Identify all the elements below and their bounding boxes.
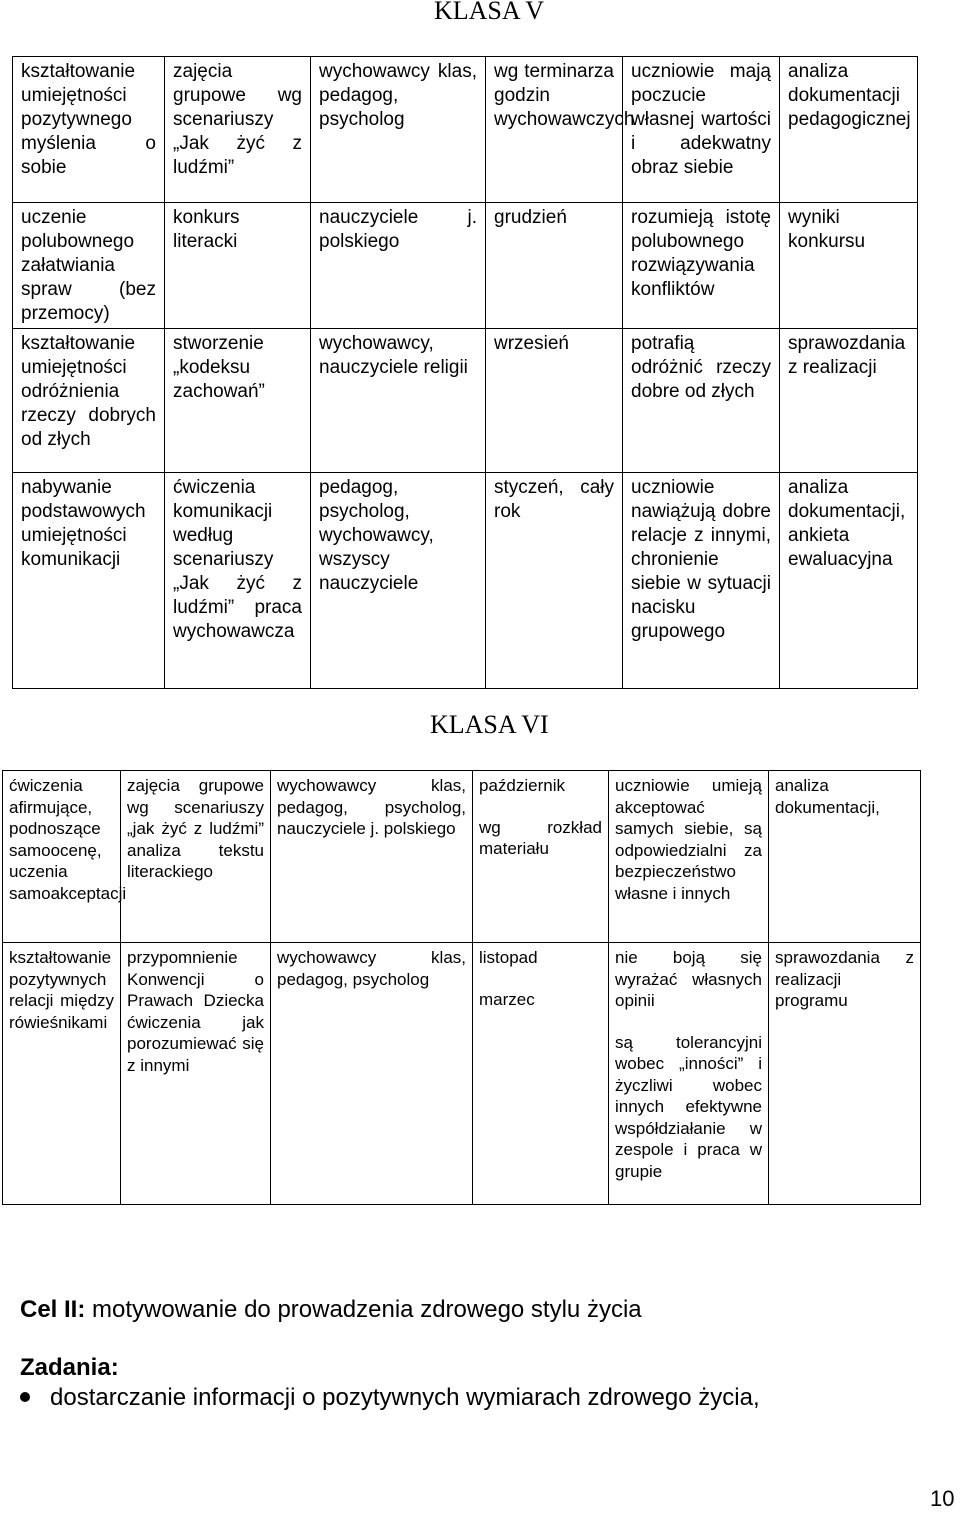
table-cell — [473, 771, 609, 943]
table-cell: wychowawcy klas, pedagog, psycholog, nauczyciele j. polskiego — [271, 771, 473, 943]
table-cell: zajęcia grupowe wg scenariuszy „jak żyć z ludźmi” analiza tekstu literackiego — [121, 771, 271, 943]
table-cell: wychowawcy klas, pedagog, psycholog — [271, 943, 473, 1205]
table-cell: zajęcia grupowe wg scenariuszy „Jak żyć z ludźmi” — [165, 57, 311, 203]
cell-paragraph: październik — [479, 776, 565, 795]
table-cell: nauczyciele j. polskiego — [311, 203, 486, 329]
table-cell: ćwiczenia afirmujące, podnoszące samoocenę, uczenia samoakceptacji — [3, 771, 121, 943]
table-cell: sprawozdania z realizacji programu — [769, 943, 921, 1205]
cell-paragraph: listopad — [479, 948, 538, 967]
goal-label: Cel II: — [20, 1296, 86, 1323]
table-row — [13, 329, 918, 473]
tasks-label: Zadania: — [20, 1354, 119, 1381]
klasa-vi-table — [2, 770, 921, 1205]
table-cell: nabywanie podstawowych umiejętności komunikacji — [13, 473, 165, 689]
cell-paragraph: marzec — [479, 989, 535, 1009]
table-cell: wyniki konkursu — [780, 203, 918, 329]
goal-line — [20, 1296, 642, 1324]
table-cell: wychowawcy klas, pedagog, psycholog — [311, 57, 486, 203]
klasa-vi-heading: KLASA VI — [430, 710, 549, 739]
table-row — [13, 473, 918, 689]
table-cell: uczniowie umieją akceptować samych siebie, są odpowiedzialni za bezpieczeństwo własne i innych — [609, 771, 769, 943]
table-row — [13, 203, 918, 329]
table-cell: konkurs literacki — [165, 203, 311, 329]
table-cell: analiza dokumentacji pedagogicznej — [780, 57, 918, 203]
table-cell: uczniowie nawiążują dobre relacje z innymi, chronienie siebie w sytuacji nacisku grupowego — [623, 473, 780, 689]
task-text: dostarczanie informacji o pozytywnych wymiarach zdrowego życia, — [50, 1384, 760, 1411]
page-number: 10 — [930, 1486, 955, 1511]
list-item — [20, 1384, 760, 1412]
goal-text: motywowanie do prowadzenia zdrowego stylu życia — [85, 1296, 642, 1323]
table-cell: ćwiczenia komunikacji według scenariuszy „Jak żyć z ludźmi” praca wychowawcza — [165, 473, 311, 689]
table-cell: wrzesień — [486, 329, 623, 473]
table-cell: wg terminarza godzin wychowawczych — [486, 57, 623, 203]
table-row — [3, 771, 921, 943]
table-cell: rozumieją istotę polubownego rozwiązywania konfliktów — [623, 203, 780, 329]
table-cell — [609, 943, 769, 1205]
table-cell: kształtowanie pozytywnych relacji między rówieśnikami — [3, 943, 121, 1205]
table-cell: analiza dokumentacji, — [769, 771, 921, 943]
bullet-icon — [20, 1392, 30, 1402]
table-cell: kształtowanie umiejętności odróżnienia rzeczy dobrych od złych — [13, 329, 165, 473]
table-cell: grudzień — [486, 203, 623, 329]
table-cell: wychowawcy, nauczyciele religii — [311, 329, 486, 473]
table-cell: analiza dokumentacji, ankieta ewaluacyjna — [780, 473, 918, 689]
table-row — [13, 57, 918, 203]
table-cell: przypomnienie Konwencji o Prawach Dziecka ćwiczenia jak porozumiewać się z innymi — [121, 943, 271, 1205]
cell-paragraph: wg rozkład materiału — [479, 817, 602, 858]
table-cell: potrafią odróżnić rzeczy dobre od złych — [623, 329, 780, 473]
table-cell: sprawozdania z realizacji — [780, 329, 918, 473]
table-cell: uczenie polubownego załatwiania spraw (bez przemocy) — [13, 203, 165, 329]
table-cell: pedagog, psycholog, wychowawcy, wszyscy nauczyciele — [311, 473, 486, 689]
table-cell: kształtowanie umiejętności pozytywnego myślenia o sobie — [13, 57, 165, 203]
table-row — [3, 943, 921, 1205]
klasa-v-heading: KLASA V — [434, 0, 545, 25]
table-cell — [473, 943, 609, 1205]
table-cell: stworzenie „kodeksu zachowań” — [165, 329, 311, 473]
table-cell: uczniowie mają poczucie własnej wartości i adekwatny obraz siebie — [623, 57, 780, 203]
cell-paragraph: nie boją się wyrażać własnych opinii — [615, 948, 762, 1010]
cell-paragraph: są tolerancyjni wobec „inności” i życzliwi wobec innych efektywne współdziałanie w zespole i praca w grupie — [615, 1032, 762, 1181]
task-list — [20, 1384, 760, 1412]
klasa-v-table — [12, 56, 918, 689]
table-cell: styczeń, cały rok — [486, 473, 623, 689]
